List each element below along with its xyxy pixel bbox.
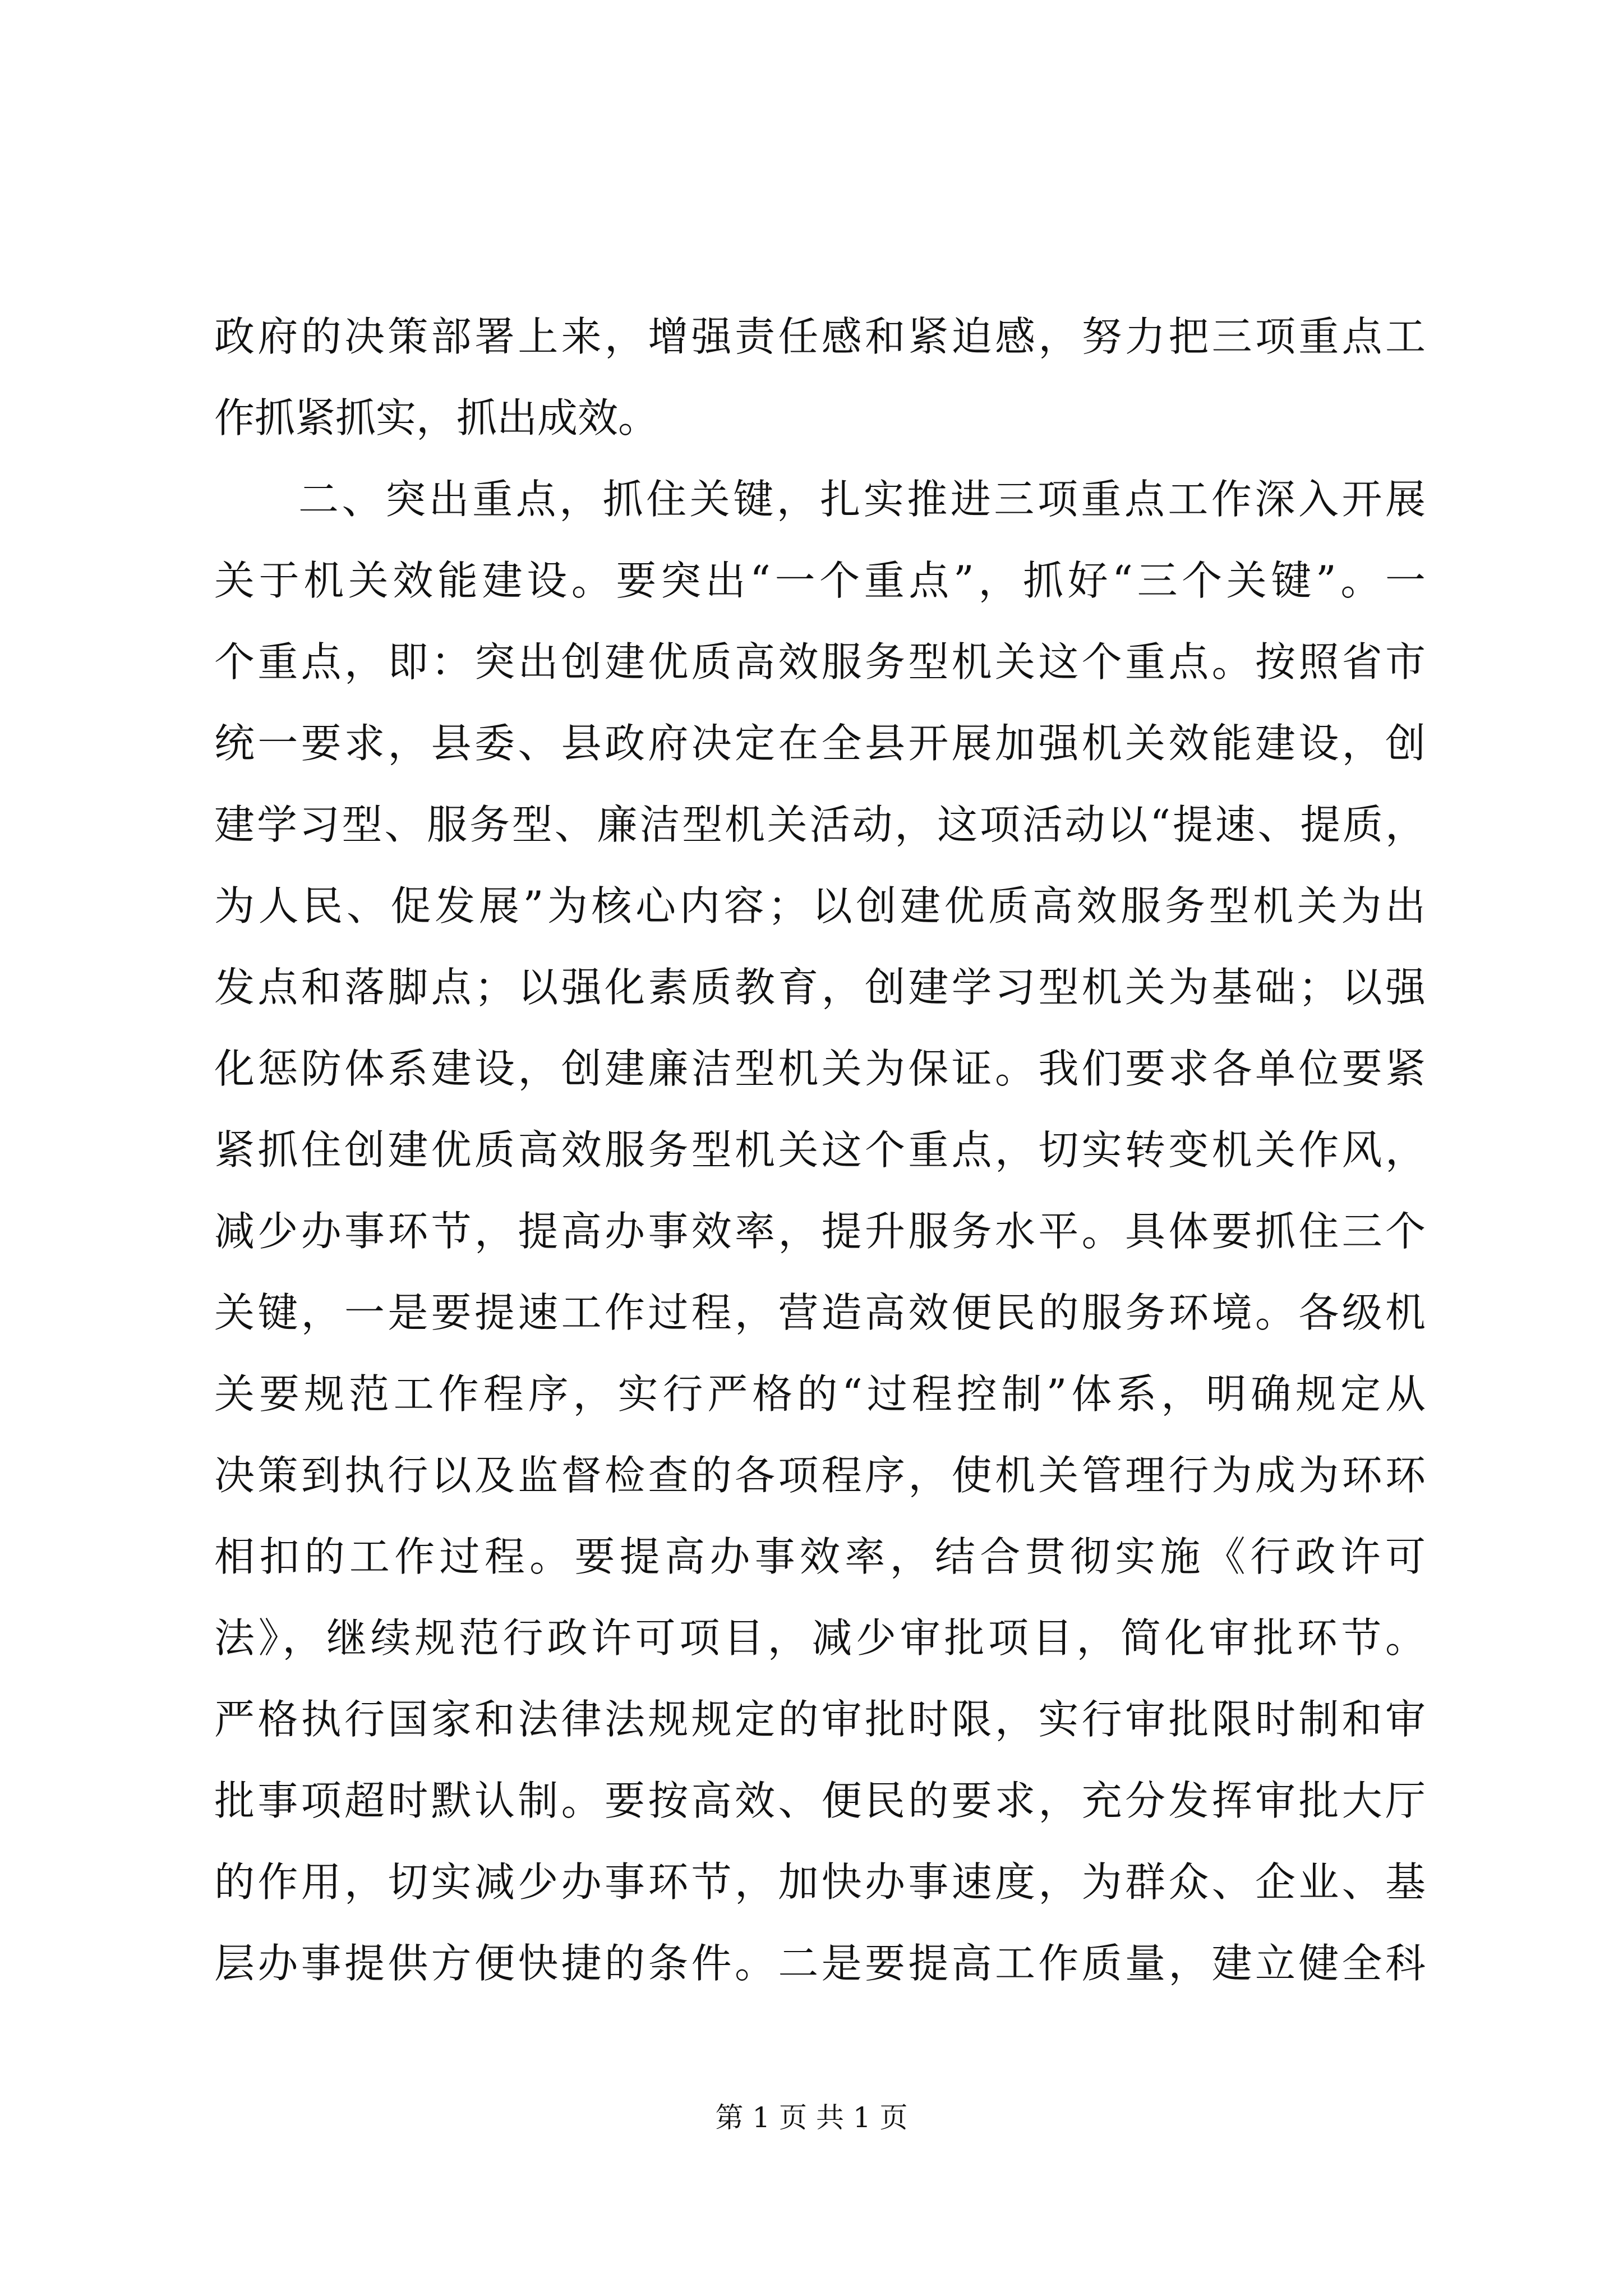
text-line: 关键，一是要提速工作过程，营造高效便民的服务环境。各级机: [214, 1289, 1426, 1336]
text-line: 决策到执行以及监督检查的各项程序，使机关管理行为成为环环: [214, 1452, 1426, 1499]
text-line: 严格执行国家和法律法规规定的审批时限，实行审批限时制和审: [214, 1696, 1426, 1743]
text-line: 政府的决策部署上来，增强责任感和紧迫感，努力把三项重点工: [214, 313, 1426, 360]
body-text: [214, 296, 1426, 2004]
text-line: 建学习型、服务型、廉洁型机关活动，这项活动以“提速、提质，: [214, 801, 1426, 848]
page-number-footer: 第 1 页 共 1 页: [715, 2101, 908, 2134]
text-line: 为人民、促发展”为核心内容；以创建优质高效服务型机关为出: [214, 882, 1426, 930]
text-line: 作抓紧抓实，抓出成效。: [214, 394, 659, 441]
text-line: 关于机关效能建设。要突出“一个重点”，抓好“三个关键”。一: [214, 557, 1426, 604]
text-line: 紧抓住创建优质高效服务型机关这个重点，切实转变机关作风，: [214, 1126, 1426, 1174]
text-line: 层办事提供方便快捷的条件。二是要提高工作质量，建立健全科: [214, 1940, 1426, 1987]
text-line: 化惩防体系建设，创建廉洁型机关为保证。我们要求各单位要紧: [214, 1045, 1426, 1092]
text-line: 的作用，切实减少办事环节，加快办事速度，为群众、企业、基: [214, 1858, 1426, 1906]
text-line: 相扣的工作过程。要提高办事效率，结合贯彻实施《行政许可: [214, 1533, 1426, 1580]
text-line: 关要规范工作程序，实行严格的“过程控制”体系，明确规定从: [214, 1370, 1426, 1418]
text-line: 个重点，即：突出创建优质高效服务型机关这个重点。按照省市: [214, 638, 1426, 685]
section-heading-line: 二、突出重点，抓住关键，扎实推进三项重点工作深入开展: [298, 476, 1426, 523]
text-line: 减少办事环节，提高办事效率，提升服务水平。具体要抓住三个: [214, 1208, 1426, 1255]
text-line: 统一要求，县委、县政府决定在全县开展加强机关效能建设，创: [214, 720, 1426, 767]
text-line: 法》，继续规范行政许可项目，减少审批项目，简化审批环节。: [214, 1614, 1426, 1662]
text-line: 批事项超时默认制。要按高效、便民的要求，充分发挥审批大厅: [214, 1777, 1426, 1824]
text-line: 发点和落脚点；以强化素质教育，创建学习型机关为基础；以强: [214, 964, 1426, 1011]
